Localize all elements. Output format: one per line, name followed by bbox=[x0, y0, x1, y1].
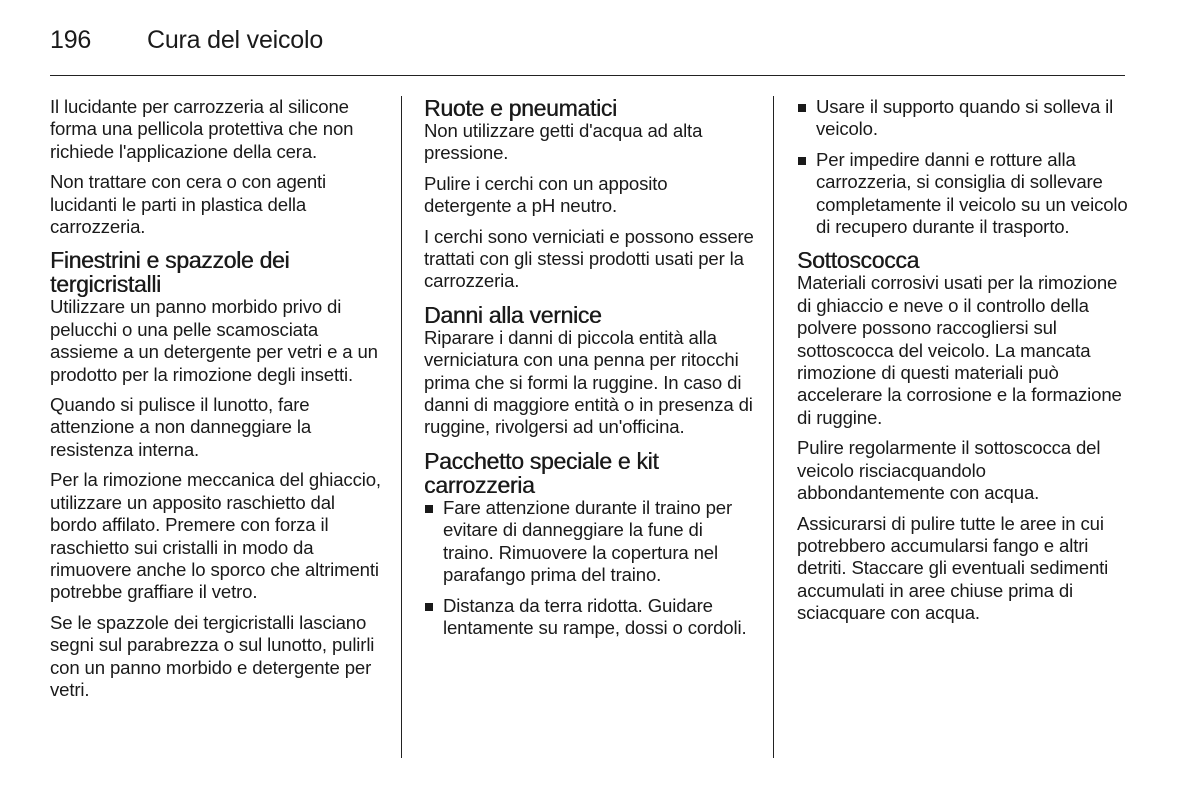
section-heading-windows: Finestrini e spazzole dei tergicristalli bbox=[50, 247, 290, 298]
column-2 bbox=[424, 96, 756, 647]
column-divider-1 bbox=[401, 96, 402, 758]
paragraph: Riparare i danni di piccola entità alla verniciatura con una penna per ritocchi prima che si formi la ruggine. In caso di danni di maggiore entità o in presenza di ruggine, rivolgersi ad un'officina. bbox=[424, 326, 753, 438]
page-header bbox=[50, 24, 1125, 64]
section-heading-wheels: Ruote e pneumatici bbox=[424, 95, 617, 121]
list-item-text: Distanza da terra ridotta. Guidare lentamente su rampe, dossi o cordoli. bbox=[443, 594, 747, 638]
column-divider-2 bbox=[773, 96, 774, 758]
square-bullet-icon bbox=[425, 505, 433, 513]
section-heading-paint: Danni alla vernice bbox=[424, 301, 602, 328]
list-item bbox=[424, 595, 756, 640]
column-3 bbox=[797, 96, 1129, 633]
header-rule bbox=[50, 75, 1125, 76]
list-item bbox=[424, 497, 756, 587]
column-1 bbox=[50, 96, 382, 709]
list-item-text: Usare il supporto quando si solleva il veicolo. bbox=[816, 96, 1114, 140]
square-bullet-icon bbox=[425, 603, 433, 611]
list-item bbox=[797, 96, 1129, 141]
paragraph: Pulire i cerchi con un apposito detergente a pH neutro. bbox=[424, 172, 668, 217]
paragraph: Assicurarsi di pulire tutte le aree in cui potrebbero accumularsi fango e altri detriti. Staccare gli eventuali sedimenti accumulati in aree chiuse prima di sciacquare con acqua. bbox=[797, 512, 1109, 624]
paragraph: I cerchi sono verniciati e possono essere trattati con gli stessi prodotti usati per la carrozzeria. bbox=[424, 225, 754, 292]
paragraph: Non utilizzare getti d'acqua ad alta pressione. bbox=[424, 120, 703, 164]
list-item-text: Per impedire danni e rotture alla carrozzeria, si consiglia di sollevare completamente il veicolo su un veicolo di recupero durante il trasporto. bbox=[816, 148, 1128, 238]
paragraph: Quando si pulisce il lunotto, fare attenzione a non danneggiare la resistenza interna. bbox=[50, 394, 312, 460]
paragraph: Se le spazzole dei tergicristalli lasciano segni sul parabrezza o sul lunotto, pulirli con un panno morbido e detergente per vetri. bbox=[50, 611, 375, 700]
paragraph: Utilizzare un panno morbido privo di pelucchi o una pelle scamosciata assieme a un detergente per vetri e a un prodotto per la rimozione degli insetti. bbox=[50, 296, 378, 385]
square-bullet-icon bbox=[798, 104, 806, 112]
square-bullet-icon bbox=[798, 157, 806, 165]
bullet-list bbox=[424, 497, 756, 639]
paragraph: Per la rimozione meccanica del ghiaccio, utilizzare un apposito raschietto dal bordo affilato. Premere con forza il raschietto sui cristalli in modo da rimuovere anche lo sporco che altrimenti potrebbe graffiare il vetro. bbox=[50, 469, 381, 603]
section-heading-underbody: Sottoscocca bbox=[797, 247, 919, 274]
page-number: 196 bbox=[50, 26, 92, 54]
paragraph: Non trattare con cera o con agenti lucidanti le parti in plastica della carrozzeria. bbox=[50, 171, 327, 238]
bullet-list bbox=[797, 96, 1129, 238]
paragraph: Pulire regolarmente il sottoscocca del veicolo risciacquandolo abbondantemente con acqua. bbox=[797, 437, 1101, 504]
section-heading-kit: Pacchetto speciale e kit carrozzeria bbox=[424, 447, 659, 498]
chapter-title: Cura del veicolo bbox=[147, 26, 324, 54]
list-item bbox=[797, 149, 1129, 239]
list-item-text: Fare attenzione durante il traino per evitare di danneggiare la fune di traino. Rimuovere la copertura nel parafango prima del traino. bbox=[443, 496, 733, 586]
paragraph: Materiali corrosivi usati per la rimozione di ghiaccio e neve o il controllo della polvere possono raccogliersi sul sottoscocca del veicolo. La mancata rimozione di questi materiali può accelerare la corrosione e la formazione di ruggine. bbox=[797, 272, 1122, 428]
paragraph: Il lucidante per carrozzeria al silicone forma una pellicola protettiva che non richiede l'applicazione della cera. bbox=[50, 96, 354, 162]
